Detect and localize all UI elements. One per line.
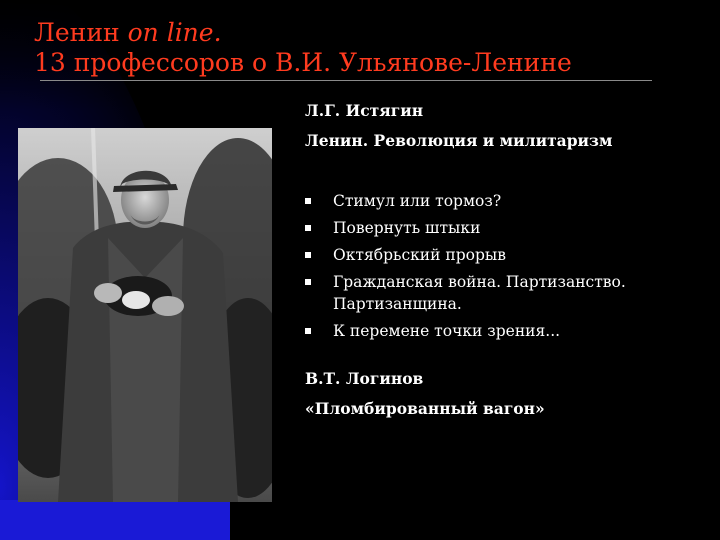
section1-heading: Ленин. Революция и милитаризм — [305, 131, 613, 150]
title-russian: Ленин — [34, 18, 128, 47]
list-item — [305, 244, 705, 266]
list-item-text: Повернуть штыки — [333, 219, 481, 237]
title-line-2: 13 профессоров о В.И. Ульянове-Ленине — [34, 48, 572, 77]
square-bullet-icon — [305, 198, 311, 204]
list-item — [305, 271, 705, 315]
list-item-text: Стимул или тормоз? — [333, 192, 502, 210]
title-block — [34, 18, 674, 78]
section1-bullet-list — [305, 190, 705, 342]
square-bullet-icon — [305, 279, 311, 285]
square-bullet-icon — [305, 225, 311, 231]
list-item — [305, 190, 705, 212]
section2-author: В.Т. Логинов — [305, 369, 424, 388]
section2-heading: «Пломбированный вагон» — [305, 399, 545, 418]
title-divider — [40, 80, 652, 81]
list-item-text: Октябрьский прорыв — [333, 246, 506, 264]
square-bullet-icon — [305, 252, 311, 258]
list-item-text: Гражданская война. Партизанство. Партизанщина. — [333, 273, 626, 313]
list-item-text: К перемене точки зрения... — [333, 322, 561, 340]
title-online: on line. — [127, 18, 222, 47]
portrait-photo — [18, 128, 272, 502]
section1-author: Л.Г. Истягин — [305, 101, 424, 120]
list-item — [305, 217, 705, 239]
square-bullet-icon — [305, 328, 311, 334]
title-line-1 — [34, 18, 674, 48]
list-item — [305, 320, 705, 342]
portrait-image — [18, 128, 272, 502]
content-area — [305, 96, 705, 424]
